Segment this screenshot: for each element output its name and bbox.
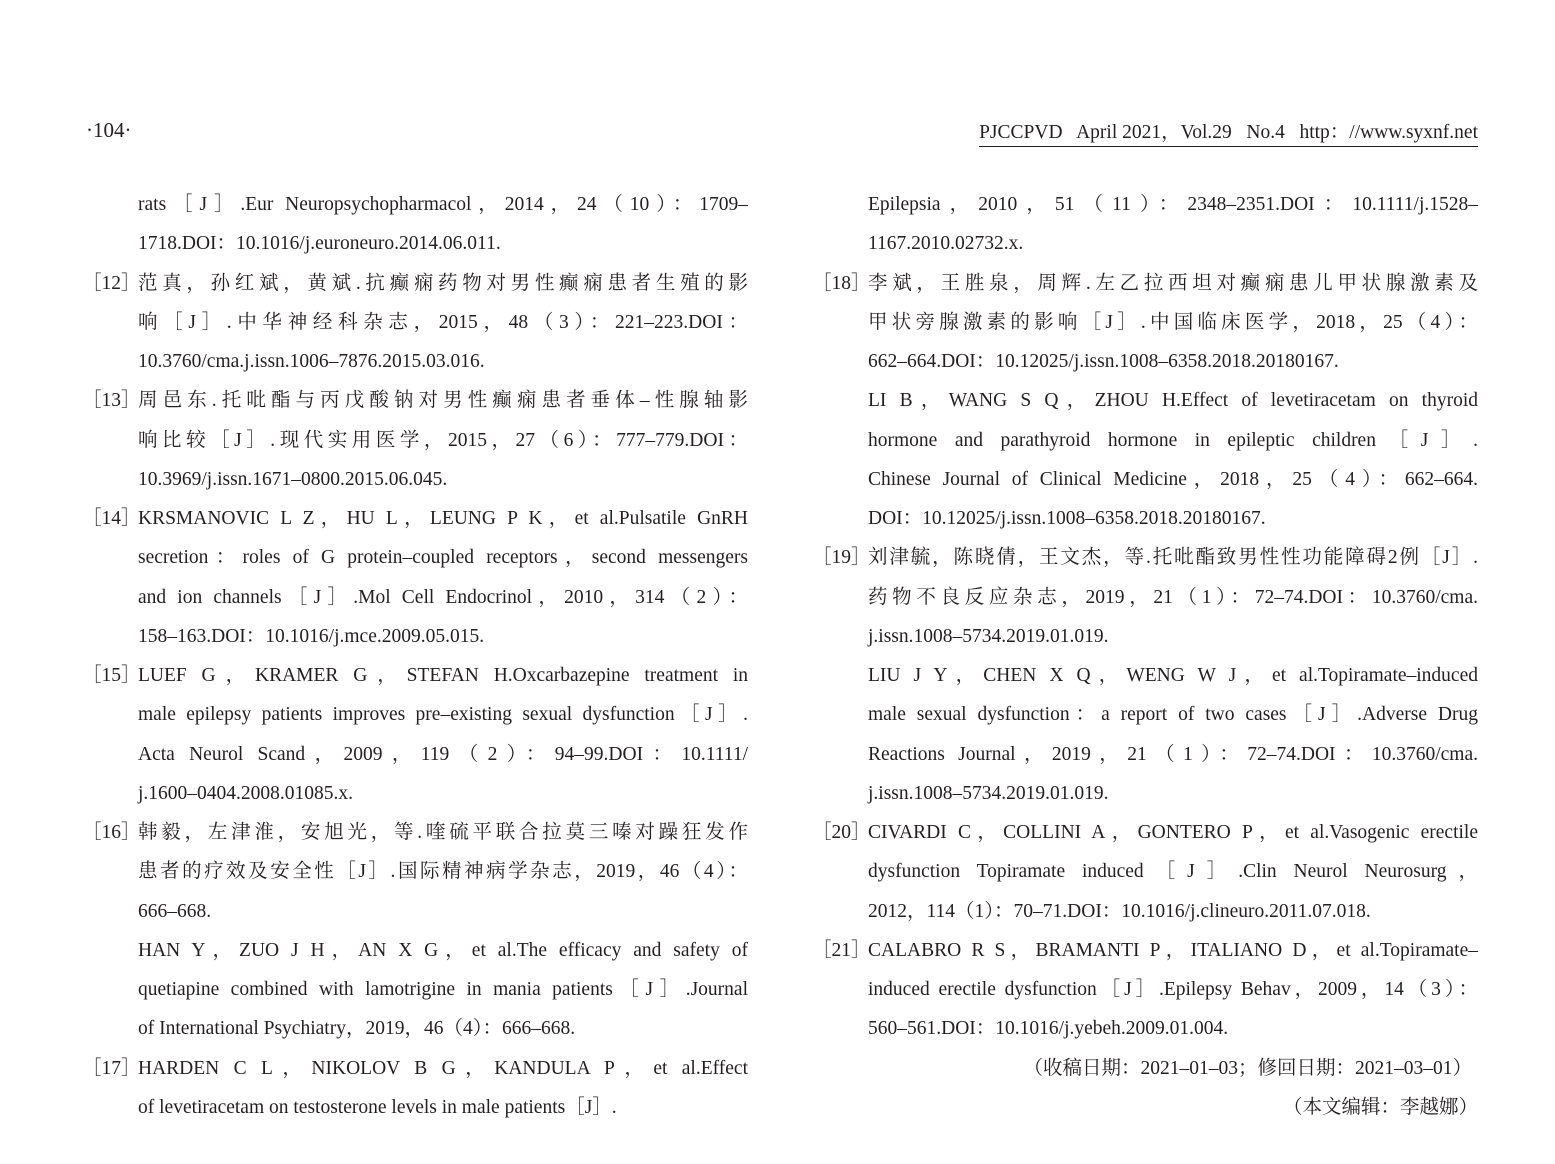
reference-line — [812, 656, 1478, 695]
reference-entry — [82, 813, 748, 931]
reference-line — [812, 578, 1478, 617]
reference-text: of International Psychiatry，2019，46（4）：666–668. — [138, 1018, 576, 1040]
reference-line — [82, 421, 748, 460]
reference-text: 周邑东.托吡酯与丙戊酸钠对男性癫痫患者垂体–性腺轴影 — [138, 390, 748, 412]
reference-line — [812, 774, 1478, 813]
reference-text: 范真，孙红斌，黄斌.抗癫痫药物对男性癫痫患者生殖的影 — [138, 272, 748, 294]
received-dates: （收稿日期：2021–01–03；修回日期：2021–03–01） — [1023, 1057, 1472, 1079]
reference-line — [82, 578, 748, 617]
reference-text: and ion channels［J］.Mol Cell Endocrinol，2010，314（2）： — [138, 586, 748, 608]
editor-credit: （本文编辑：李越娜） — [1282, 1096, 1478, 1118]
reference-number: ［15］ — [82, 665, 141, 686]
reference-number: ［14］ — [82, 508, 141, 529]
reference-entry — [812, 381, 1478, 538]
reference-text: Chinese Journal of Clinical Medicine，2018，25（4）：662–664. — [868, 468, 1478, 490]
reference-line — [812, 460, 1478, 499]
reference-line — [82, 264, 748, 303]
reference-line — [812, 264, 1478, 303]
reference-text: of levetiracetam on testosterone levels in male patients［J］. — [138, 1096, 617, 1118]
reference-entry — [812, 185, 1478, 264]
reference-line — [812, 695, 1478, 734]
reference-line — [812, 499, 1478, 538]
reference-text: 662–664.DOI：10.12025/j.issn.1008–6358.2018.20180167. — [868, 351, 1339, 372]
reference-text: 560–561.DOI：10.1016/j.yebeh.2009.01.004. — [868, 1018, 1229, 1040]
reference-line — [812, 381, 1478, 420]
reference-line — [82, 381, 748, 420]
page-number: ·104· — [86, 118, 132, 142]
reference-line — [812, 224, 1478, 263]
reference-line — [82, 1088, 748, 1127]
reference-number: ［13］ — [82, 390, 141, 412]
reference-text: 患者的疗效及安全性［J］.国际精神病学杂志，2019，46（4）： — [138, 861, 748, 883]
reference-text: 韩毅，左津淮，安旭光，等.喹硫平联合拉莫三嗪对躁狂发作 — [138, 822, 748, 843]
reference-number: ［16］ — [82, 822, 141, 843]
reference-text: CALABRO R S，BRAMANTI P，ITALIANO D，et al.Topiramate– — [868, 939, 1478, 961]
reference-line — [812, 538, 1478, 577]
reference-text: j.issn.1008–5734.2019.01.019. — [868, 625, 1109, 647]
reference-line — [82, 1009, 748, 1048]
reference-text: 响比较［J］.现代实用医学，2015，27（6）：777–779.DOI： — [138, 429, 748, 451]
reference-line — [812, 342, 1478, 381]
reference-entry — [82, 656, 748, 813]
reference-text: 刘津毓，陈晓倩，王文杰，等.托吡酯致男性性功能障碍2例［J］. — [868, 547, 1478, 569]
reference-text: j.issn.1008–5734.2019.01.019. — [868, 782, 1109, 804]
reference-entry — [812, 656, 1478, 813]
journal-header: PJCCPVD April 2021，Vol.29 No.4 http：//www.syxnf.net — [979, 116, 1478, 147]
reference-number: ［19］ — [812, 547, 871, 569]
reference-entry — [812, 264, 1478, 382]
reference-entry — [82, 264, 748, 382]
reference-line — [812, 892, 1478, 931]
reference-text: 10.3969/j.issn.1671–0800.2015.06.045. — [138, 468, 448, 490]
reference-text: 药物不良反应杂志，2019，21（1）：72–74.DOI：10.3760/cma. — [868, 586, 1478, 608]
reference-line — [82, 852, 748, 891]
reference-number: ［20］ — [812, 822, 871, 843]
reference-text: Acta Neurol Scand，2009，119（2）：94–99.DOI：10.1111/ — [138, 743, 748, 765]
reference-line — [812, 735, 1478, 774]
reference-entry — [82, 931, 748, 1049]
reference-text: CIVARDI C，COLLINI A，GONTERO P，et al.Vasogenic erectile — [868, 822, 1478, 843]
reference-text: dysfunction Topiramate induced［J］.Clin Neurol Neurosurg， — [868, 861, 1478, 883]
reference-line — [82, 499, 748, 538]
reference-text: 666–668. — [138, 900, 212, 922]
reference-text: hormone and parathyroid hormone in epileptic children［J］. — [868, 429, 1478, 451]
reference-text: 响［J］.中华神经科杂志，2015，48（3）：221–223.DOI： — [138, 311, 748, 333]
reference-number: ［18］ — [812, 272, 871, 294]
reference-text: Epilepsia，2010，51（11）：2348–2351.DOI：10.1111/j.1528– — [868, 194, 1478, 215]
reference-text: 158–163.DOI：10.1016/j.mce.2009.05.015. — [138, 625, 485, 647]
reference-line — [82, 774, 748, 813]
reference-line — [82, 617, 748, 656]
reference-text: male sexual dysfunction：a report of two cases［J］.Adverse Drug — [868, 704, 1478, 726]
reference-text: male epilepsy patients improves pre–existing sexual dysfunction［J］. — [138, 704, 748, 726]
reference-line — [812, 185, 1478, 224]
reference-entry — [82, 185, 748, 264]
reference-line — [82, 970, 748, 1009]
reference-entry — [812, 931, 1478, 1049]
reference-text: secretion：roles of G protein–coupled receptors，second messengers — [138, 547, 748, 569]
reference-text: 10.3760/cma.j.issn.1006–7876.2015.03.016. — [138, 351, 485, 372]
footer-dates — [812, 1049, 1478, 1088]
reference-entry — [82, 499, 748, 656]
reference-line — [82, 538, 748, 577]
reference-number: ［17］ — [82, 1057, 141, 1079]
references-right-column — [812, 185, 1478, 1127]
footer-editor — [812, 1088, 1478, 1127]
reference-line — [82, 695, 748, 734]
reference-text: 1718.DOI：10.1016/j.euroneuro.2014.06.011. — [138, 233, 501, 255]
reference-line — [82, 303, 748, 342]
reference-text: 甲状旁腺激素的影响［J］.中国临床医学，2018，25（4）： — [868, 311, 1478, 333]
reference-line — [812, 421, 1478, 460]
reference-line — [82, 892, 748, 931]
reference-line — [82, 735, 748, 774]
reference-line — [82, 342, 748, 381]
reference-text: 2012，114（1）：70–71.DOI：10.1016/j.clineuro.2011.07.018. — [868, 900, 1371, 922]
reference-entry — [812, 813, 1478, 931]
reference-line — [812, 303, 1478, 342]
reference-entry — [812, 538, 1478, 656]
reference-line — [812, 1009, 1478, 1048]
reference-text: HARDEN C L，NIKOLOV B G，KANDULA P，et al.Effect — [138, 1057, 748, 1079]
reference-line — [82, 185, 748, 224]
reference-text: Reactions Journal，2019，21（1）：72–74.DOI：10.3760/cma. — [868, 743, 1478, 765]
reference-text: KRSMANOVIC L Z，HU L，LEUNG P K，et al.Pulsatile GnRH — [138, 508, 748, 529]
reference-text: rats［J］.Eur Neuropsychopharmacol，2014，24（10）：1709– — [138, 194, 748, 215]
reference-line — [82, 460, 748, 499]
reference-text: LIU J Y，CHEN X Q，WENG W J，et al.Topiramate–induced — [868, 665, 1478, 686]
reference-text: HAN Y，ZUO J H，AN X G，et al.The efficacy and safety of — [138, 939, 748, 961]
reference-line — [82, 813, 748, 852]
references-left-column — [82, 185, 748, 1127]
reference-line — [812, 813, 1478, 852]
reference-line — [82, 1049, 748, 1088]
reference-line — [82, 656, 748, 695]
reference-text: induced erectile dysfunction［J］.Epilepsy Behav，2009，14（3）： — [868, 979, 1478, 1000]
reference-line — [82, 931, 748, 970]
reference-text: LUEF G，KRAMER G，STEFAN H.Oxcarbazepine treatment in — [138, 665, 748, 686]
reference-line — [812, 970, 1478, 1009]
reference-line — [82, 224, 748, 263]
reference-line — [812, 931, 1478, 970]
reference-text: DOI：10.12025/j.issn.1008–6358.2018.20180167. — [868, 508, 1266, 529]
reference-text: 李斌，王胜泉，周辉.左乙拉西坦对癫痫患儿甲状腺激素及 — [868, 272, 1478, 294]
reference-text: 1167.2010.02732.x. — [868, 233, 1024, 255]
reference-text: LI B，WANG S Q，ZHOU H.Effect of levetiracetam on thyroid — [868, 390, 1478, 412]
reference-number: ［12］ — [82, 272, 141, 294]
reference-entry — [82, 381, 748, 499]
reference-line — [812, 617, 1478, 656]
reference-number: ［21］ — [812, 939, 871, 961]
reference-text: j.1600–0404.2008.01085.x. — [138, 782, 354, 804]
reference-line — [812, 852, 1478, 891]
reference-text: quetiapine combined with lamotrigine in mania patients［J］.Journal — [138, 979, 748, 1000]
reference-entry — [82, 1049, 748, 1128]
